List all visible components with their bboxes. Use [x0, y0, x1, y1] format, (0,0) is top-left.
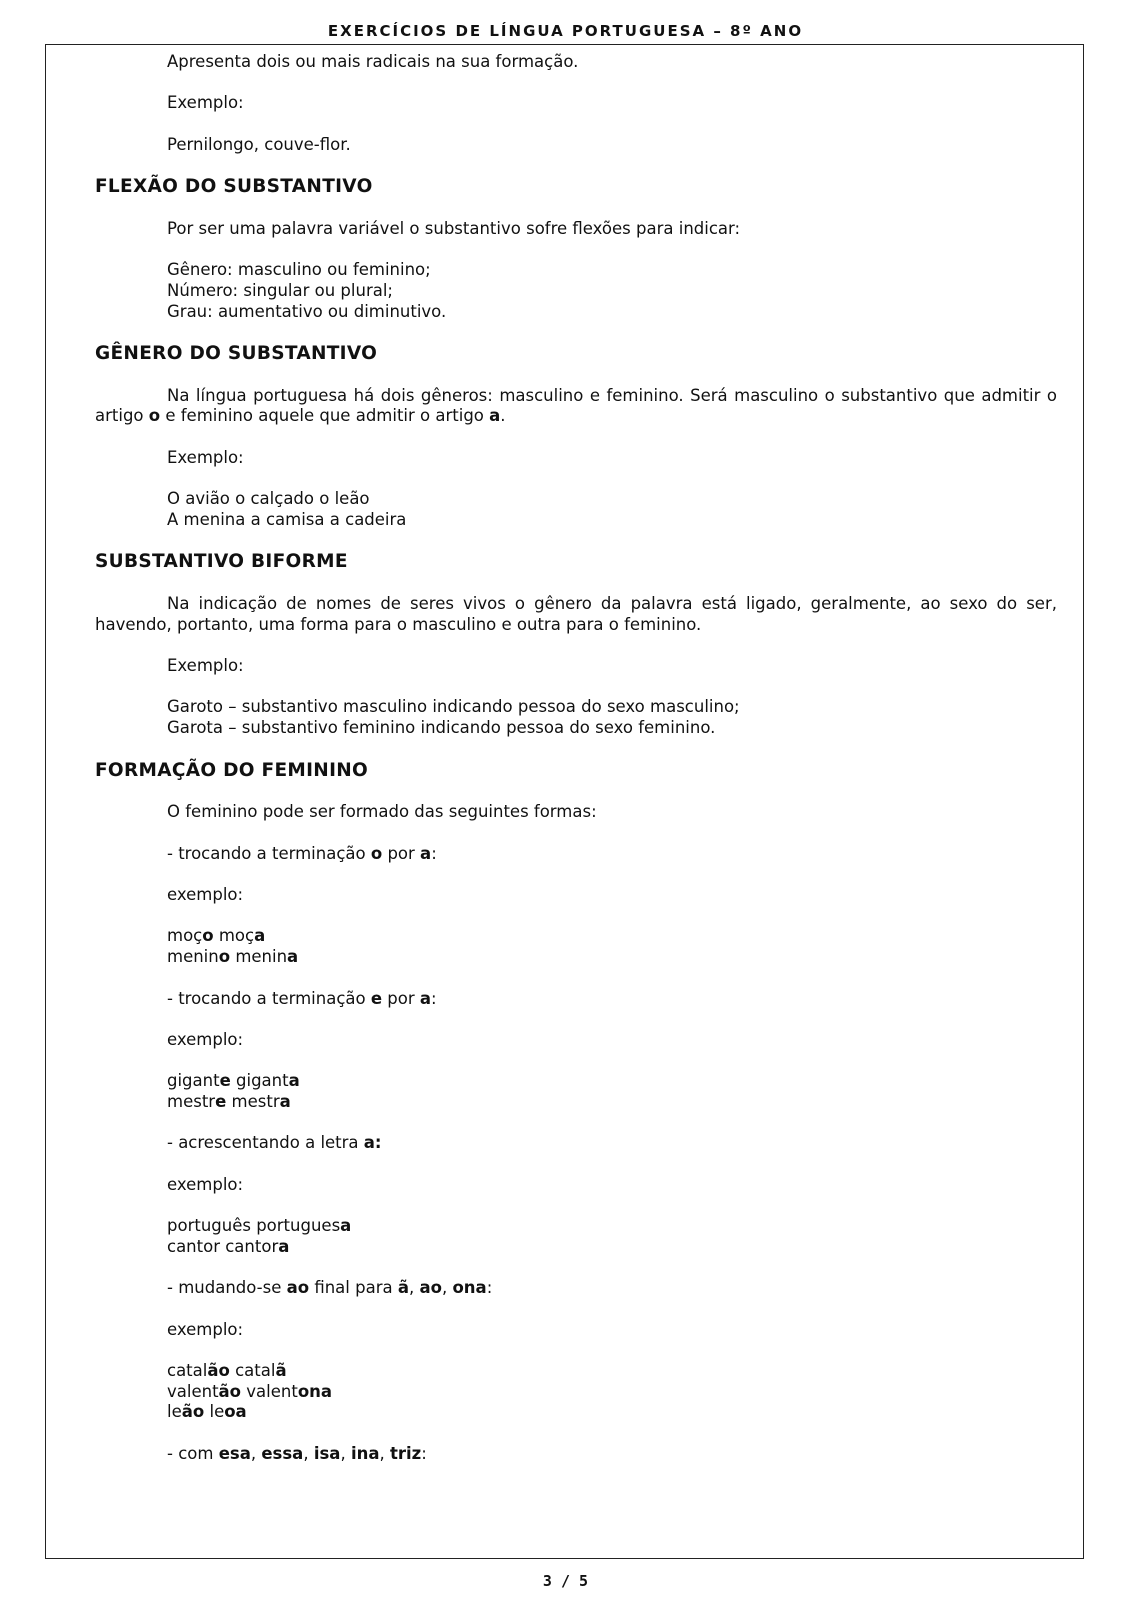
list-item: mestre mestra [167, 1092, 291, 1112]
heading-biforme: SUBSTANTIVO BIFORME [95, 551, 348, 573]
list-item: português portuguesa [167, 1216, 352, 1236]
list-item: leão leoa [167, 1402, 247, 1422]
genero-exemplos [95, 489, 1057, 530]
list-item: Grau: aumentativo ou diminutivo. [167, 301, 447, 321]
genero-text: Na língua portuguesa há dois gêneros: masculino e feminino. Será masculino o substantivo que admitir o artigo o e feminino aquele que admitir o artigo a. [95, 385, 1057, 426]
rule-examples [95, 1071, 1057, 1112]
page-header: EXERCÍCIOS DE LÍNGUA PORTUGUESA – 8º ANO [327, 22, 804, 40]
exemplo-label: Exemplo: [167, 93, 244, 113]
list-item: O avião o calçado o leão [167, 489, 370, 509]
exemplo-label: Exemplo: [167, 656, 244, 676]
rule-ao-final: - mudando-se ao final para ã, ao, ona: [167, 1278, 493, 1298]
intro-exemplo: Pernilongo, couve-flor. [167, 134, 351, 154]
list-item: Garota – substantivo feminino indicando pessoa do sexo feminino. [167, 718, 716, 738]
page-number: 3 / 5 [542, 1572, 589, 1590]
list-item: gigante giganta [167, 1071, 300, 1091]
document-body [95, 52, 1057, 1485]
rule-examples [95, 1216, 1057, 1257]
list-item: catalão catalã [167, 1361, 287, 1381]
biforme-text: Na indicação de nomes de seres vivos o gênero da palavra está ligado, geralmente, ao sexo do ser, havendo, portanto, uma forma para o masculino e outra para o feminino. [95, 594, 1057, 634]
list-item: Número: singular ou plural; [167, 280, 393, 300]
rule-examples [95, 1361, 1057, 1423]
list-item: Gênero: masculino ou feminino; [167, 260, 431, 280]
flexao-text: Por ser uma palavra variável o substantivo sofre flexões para indicar: [167, 218, 741, 238]
list-item: menino menina [167, 947, 299, 967]
list-item: valentão valentona [167, 1381, 333, 1401]
intro-text: Apresenta dois ou mais radicais na sua formação. [167, 52, 579, 71]
exemplo-label: Exemplo: [167, 447, 244, 467]
biforme-exemplos [95, 697, 1057, 738]
list-item: cantor cantora [167, 1236, 290, 1256]
flexao-list [95, 260, 1057, 322]
exemplo-label: exemplo: [167, 1174, 244, 1194]
rule-com-sufixos: - com esa, essa, isa, ina, triz: [167, 1443, 427, 1463]
list-item: moço moça [167, 926, 266, 946]
list-item: A menina a camisa a cadeira [167, 509, 407, 529]
exemplo-label: exemplo: [167, 1029, 244, 1049]
heading-flexao: FLEXÃO DO SUBSTANTIVO [95, 176, 373, 198]
rule-acrescentando-a: - acrescentando a letra a: [167, 1133, 382, 1153]
exemplo-label: exemplo: [167, 885, 244, 905]
exemplo-label: exemplo: [167, 1319, 244, 1339]
rule-examples [95, 926, 1057, 967]
rule-o-por-a: - trocando a terminação o por a: [167, 843, 437, 863]
formacao-text: O feminino pode ser formado das seguintes formas: [167, 802, 597, 822]
heading-formacao: FORMAÇÃO DO FEMININO [95, 759, 369, 781]
list-item: Garoto – substantivo masculino indicando pessoa do sexo masculino; [167, 697, 740, 717]
heading-genero: GÊNERO DO SUBSTANTIVO [95, 343, 378, 365]
rule-e-por-a: - trocando a terminação e por a: [167, 988, 437, 1008]
